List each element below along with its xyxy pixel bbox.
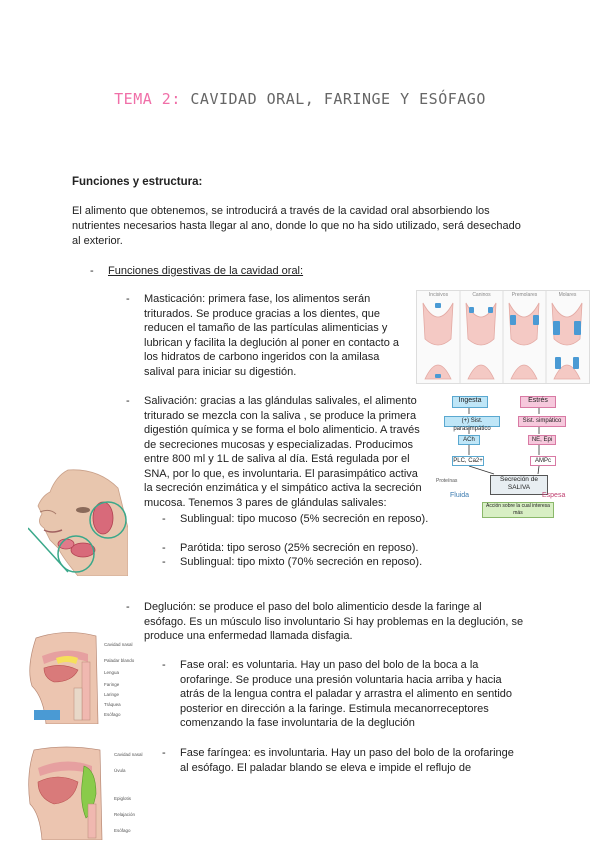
gland-text: Sublingual: tipo mucoso (5% secreción en reposo). — [180, 513, 429, 525]
gland-dash: - — [162, 542, 166, 554]
masticacion-dash: - — [126, 293, 130, 305]
face-figure — [28, 468, 128, 576]
gland-dash: - — [162, 513, 166, 525]
box-ach: ACh — [458, 435, 480, 445]
label-espesa: Espesa — [542, 492, 566, 499]
box-plc: PLC, Ca2+ — [453, 458, 483, 464]
fase-faringea-dash: - — [162, 747, 166, 759]
box-amp: AMPc — [530, 456, 556, 466]
throat2-label-3: Epiglotis — [114, 796, 132, 801]
teeth-label-4: Molares — [558, 292, 577, 298]
subheading-dash: - — [90, 265, 94, 277]
box-bottom: Acción sobre la cual interesa más — [482, 502, 554, 518]
salivacion-text: Salivación: gracias a las glándulas salivales, el alimento triturado se mezcla con la saliva , se produce la primera digestión química y se forma el bolo alimenticio. A través de secreciones mucosas y especializadas. Producimos entre 800 ml y 1L de saliva al día. Está regulada por el SNA, por lo que, es involuntaria. El parasimpático activa la secreción enzimática y el simpático activa la secreción mucosa. Tenemos 3 pares de glándulas salivales: — [144, 395, 422, 509]
gland-item — [162, 555, 440, 570]
throat-label-4: Faringe — [104, 682, 120, 687]
gland-text: Parótida: tipo seroso (25% secreción en reposo). — [180, 542, 419, 554]
fase-oral-dash: - — [162, 659, 166, 671]
throat2-label-1: Cavidad nasal — [114, 752, 143, 757]
throat-label-1: Cavidad nasal — [104, 642, 133, 647]
teeth-label-3: Premolares — [511, 292, 538, 298]
throat2-label-4: Relajación — [114, 812, 136, 817]
oral-phase-diagram — [26, 628, 154, 724]
deglucion-item — [126, 600, 524, 644]
saliva-flowchart — [436, 392, 586, 520]
throat2-label-2: Úvula — [114, 768, 126, 773]
salivacion-dash: - — [126, 395, 130, 407]
label-fluida: Fluida — [450, 492, 470, 499]
teeth-label-1: Incisivos — [428, 292, 449, 298]
box-secrecion: Secreción de SALIVA — [490, 475, 548, 495]
deglucion-dash: - — [126, 601, 130, 613]
box-estres: Estrés — [520, 396, 556, 408]
box-ingesta: Ingesta — [452, 396, 488, 408]
salivacion-item — [126, 394, 429, 510]
throat-label-5: Laringe — [104, 692, 120, 697]
fase-faringea-item — [162, 746, 520, 775]
label-proteinas: Proteínas — [436, 478, 458, 484]
salivary-glands-diagram — [28, 468, 128, 576]
section-heading: Funciones y estructura: — [72, 176, 203, 188]
title-text: CAVIDAD ORAL, FARINGE Y ESÓFAGO — [180, 90, 486, 108]
title-prefix: TEMA 2: — [114, 90, 181, 108]
box-ne: NE, Epi — [528, 435, 556, 445]
subheading — [90, 265, 303, 277]
box-parasimpatico: (+) Sist. parasimpático — [444, 416, 500, 427]
throat-label-2: Paladar blando — [104, 658, 135, 663]
throat-label-3: Lengua — [104, 670, 120, 675]
deglucion-text: Deglución: se produce el paso del bolo alimenticio desde la faringe al esófago. Es un músculo liso involuntario Si hay problemas en la deglución, se produce una enfermedad llamada disfagia. — [144, 601, 524, 642]
teeth-figure — [416, 290, 590, 384]
gland-item — [162, 512, 430, 527]
fase-oral-item — [162, 658, 525, 731]
throat-figure-2 — [26, 744, 154, 840]
fase-oral-text: Fase oral: es voluntaria. Hay un paso del bolo de la boca a la orofaringe. Se produce una presión voluntaria hacia arriba y hacia atrás de la lengua contra el paladar y arrastra el alimento en sentido posterior en dirección a la faringe. Estimula mecanorreceptores comenzando la fase involuntaria de la deglución — [180, 659, 513, 729]
subheading-label: Funciones digestivas de la cavidad oral: — [108, 265, 304, 277]
masticacion-item — [126, 292, 406, 379]
masticacion-text: Masticación: primera fase, los alimentos serán triturados. Se produce gracias a los dientes, que reducen el tamaño de las partículas alimenticias y lubrican y facilita la deglución al poner en contacto a los hidratos de carbono ingeridos con la amilasa salival para iniciar su digestión. — [144, 293, 399, 378]
page-title — [0, 90, 600, 108]
fase-faringea-text: Fase faríngea: es involuntaria. Hay un paso del bolo de la orofaringe al esófago. El paladar blando se eleva e impide el reflujo de — [180, 747, 514, 774]
gland-dash: - — [162, 556, 166, 568]
gland-text: Sublingual: tipo mixto (70% secreción en reposo). — [180, 556, 423, 568]
gland-item — [162, 541, 440, 556]
throat-label-6: Tráquea — [104, 702, 121, 707]
intro-paragraph: El alimento que obtenemos, se introducirá a través de la cavidad oral absorbiendo los nutrientes necesarios hasta llegar al ano, donde lo que no ha sido utilizado, será desechado al exterior. — [72, 205, 521, 247]
throat-label-7: Esófago — [104, 712, 121, 717]
box-simpatico: Sist. simpático — [518, 416, 566, 427]
teeth-diagram — [417, 291, 589, 383]
throat2-label-5: Esófago — [114, 828, 131, 833]
teeth-label-2: Caninos — [472, 292, 491, 298]
pharyngeal-phase-diagram — [26, 744, 154, 840]
throat-figure-1 — [26, 628, 154, 724]
